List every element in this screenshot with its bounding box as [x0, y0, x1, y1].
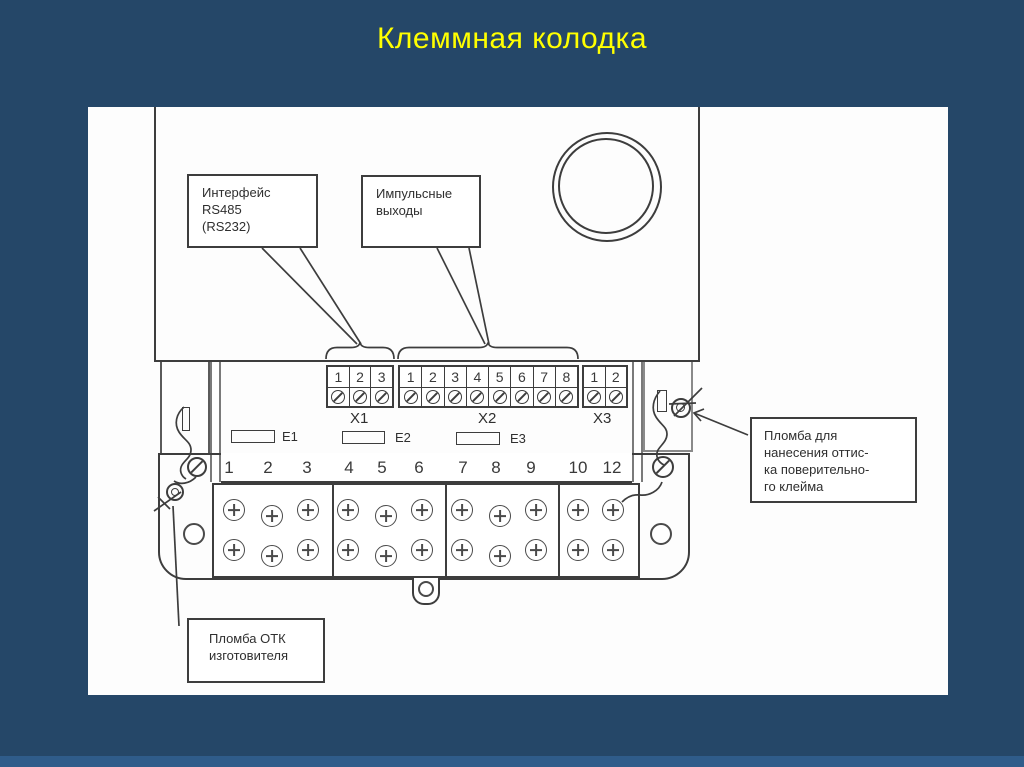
terminal-number: 8 — [491, 458, 501, 477]
cell-number: 6 — [511, 367, 532, 388]
brace-x1 — [326, 343, 394, 360]
arrow-verification-seal — [694, 413, 748, 435]
callout-line: нанесения оттис- — [764, 445, 869, 460]
callout-line: го клейма — [764, 479, 824, 494]
label-x2: X2 — [478, 410, 497, 427]
cell-number: 4 — [467, 367, 488, 388]
terminal-number: 2 — [263, 458, 273, 477]
cell-number: 5 — [489, 367, 510, 388]
cell-number: 1 — [328, 367, 349, 388]
callout-line: RS485 — [202, 202, 242, 217]
cell-number: 8 — [556, 367, 577, 388]
callout-line: Пломба ОТК — [209, 631, 286, 646]
cell-number: 1 — [400, 367, 421, 388]
label-x3: X3 — [593, 410, 612, 427]
callout-line: Пломба для — [764, 428, 838, 443]
terminal-number: 12 — [602, 458, 622, 477]
leader-impulse-1 — [437, 248, 485, 344]
terminal-number: 5 — [377, 458, 387, 477]
leader-impulse-2 — [469, 248, 489, 344]
seal-cross-right-2 — [669, 403, 696, 404]
callout-line: ка поверительно- — [764, 462, 870, 477]
seal-wire-right-loop — [622, 482, 662, 502]
slide-title: Клеммная колодка — [376, 22, 648, 55]
callout-line: изготовителя — [209, 648, 289, 663]
cell-number: 3 — [445, 367, 466, 388]
terminal-number: 6 — [414, 458, 424, 477]
indicator-e2-label: E2 — [395, 430, 411, 445]
indicator-e1-label: E1 — [282, 429, 298, 444]
diagram-lines — [88, 107, 948, 695]
cell-number: 2 — [350, 367, 371, 388]
cell-number: 1 — [584, 367, 605, 388]
seal-wire-left — [176, 407, 191, 479]
brace-x2 — [398, 343, 578, 360]
terminal-number: 1 — [224, 458, 234, 477]
seal-cross-left-1 — [154, 492, 181, 511]
indicator-e3-label: E3 — [510, 431, 526, 446]
terminal-number: 3 — [302, 458, 312, 477]
cell-number: 2 — [606, 367, 627, 388]
terminal-number: 4 — [344, 458, 354, 477]
terminal-number: 10 — [568, 458, 588, 477]
cell-number: 2 — [422, 367, 443, 388]
callout-line: (RS232) — [202, 219, 251, 234]
cell-number: 7 — [534, 367, 555, 388]
callout-line: выходы — [376, 203, 423, 218]
content-panel — [88, 107, 948, 695]
seal-wire-right — [653, 391, 667, 465]
callout-line: Интерфейс — [202, 185, 271, 200]
label-x1: X1 — [350, 410, 369, 427]
bottom-accent-bar — [0, 756, 1024, 767]
cell-number: 3 — [371, 367, 392, 388]
leader-otk-seal — [173, 506, 179, 626]
callout-line: Импульсные — [376, 186, 453, 201]
terminal-number: 7 — [458, 458, 468, 477]
terminal-number: 9 — [526, 458, 536, 477]
